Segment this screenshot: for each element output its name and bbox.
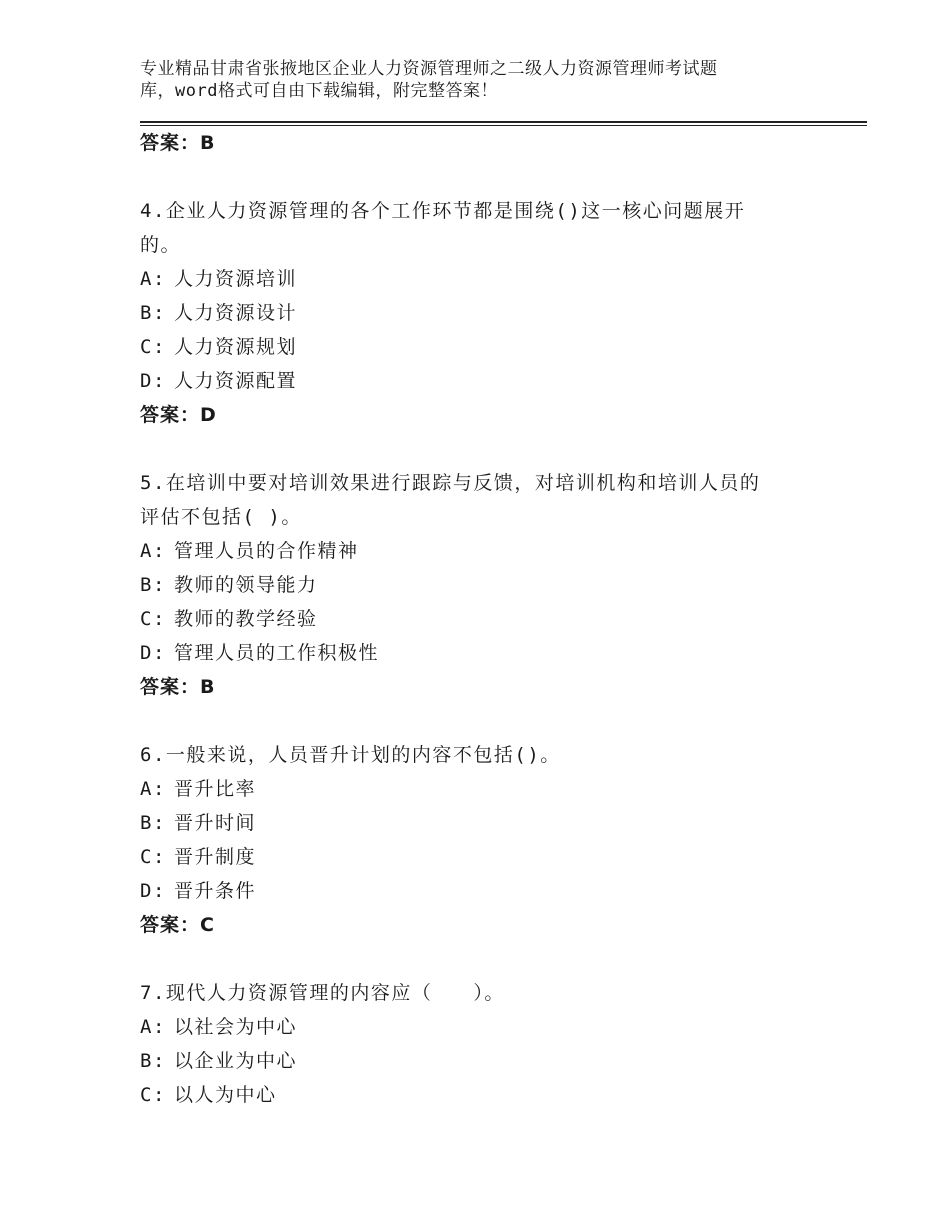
header-divider-thick — [140, 121, 867, 123]
question-stem-cont: 评估不包括( )。 — [140, 506, 302, 528]
option-text: 管理人员的合作精神 — [174, 540, 359, 562]
option-letter: D: — [140, 370, 166, 392]
option-c — [140, 602, 840, 636]
option-text: 以企业为中心 — [174, 1050, 298, 1072]
option-b — [140, 568, 840, 602]
option-a — [140, 534, 840, 568]
option-letter: A: — [140, 540, 166, 562]
option-letter: A: — [140, 778, 166, 800]
option-text: 管理人员的工作积极性 — [174, 642, 380, 664]
option-letter: C: — [140, 1084, 166, 1106]
option-text: 以人为中心 — [174, 1084, 277, 1106]
question-stem: 6.一般来说，人员晋升计划的内容不包括()。 — [140, 744, 561, 766]
option-letter: B: — [140, 1050, 166, 1072]
option-letter: D: — [140, 880, 166, 902]
option-d — [140, 874, 840, 908]
option-text: 以社会为中心 — [174, 1016, 298, 1038]
option-letter: D: — [140, 642, 166, 664]
question-stem: 4.企业人力资源管理的各个工作环节都是围绕()这一核心问题展开 — [140, 200, 746, 222]
answer-q3: 答案：B — [140, 132, 216, 154]
option-letter: A: — [140, 268, 166, 290]
document-header — [140, 58, 780, 102]
option-d — [140, 364, 840, 398]
option-letter: C: — [140, 846, 166, 868]
option-text: 晋升比率 — [174, 778, 257, 800]
option-text: 教师的教学经验 — [174, 608, 318, 630]
header-title-line-2: 库，word格式可自由下载编辑，附完整答案！ — [140, 81, 498, 101]
question-6 — [140, 738, 840, 942]
question-list — [140, 126, 840, 1112]
answer: 答案：D — [140, 404, 217, 426]
question-stem-cont: 的。 — [140, 234, 182, 256]
question-stem: 5.在培训中要对培训效果进行跟踪与反馈，对培训机构和培训人员的 — [140, 472, 761, 494]
option-text: 人力资源规划 — [174, 336, 298, 358]
option-a — [140, 772, 840, 806]
header-title-line-1: 专业精品甘肃省张掖地区企业人力资源管理师之二级人力资源管理师考试题 — [140, 59, 718, 79]
option-letter: B: — [140, 574, 166, 596]
option-c — [140, 330, 840, 364]
option-letter: B: — [140, 302, 166, 324]
option-letter: C: — [140, 608, 166, 630]
question-7 — [140, 976, 840, 1112]
option-c — [140, 840, 840, 874]
answer: 答案：C — [140, 914, 215, 936]
option-c — [140, 1078, 840, 1112]
question-stem: 7.现代人力资源管理的内容应（ ）。 — [140, 982, 505, 1004]
question-5 — [140, 466, 840, 704]
option-d — [140, 636, 840, 670]
option-letter: A: — [140, 1016, 166, 1038]
option-letter: B: — [140, 812, 166, 834]
option-b — [140, 1044, 840, 1078]
option-text: 人力资源培训 — [174, 268, 298, 290]
option-text: 人力资源设计 — [174, 302, 298, 324]
option-text: 晋升时间 — [174, 812, 257, 834]
option-b — [140, 296, 840, 330]
option-text: 晋升制度 — [174, 846, 257, 868]
option-text: 晋升条件 — [174, 880, 257, 902]
question-4 — [140, 194, 840, 432]
option-b — [140, 806, 840, 840]
option-text: 人力资源配置 — [174, 370, 298, 392]
option-a — [140, 262, 840, 296]
option-text: 教师的领导能力 — [174, 574, 318, 596]
answer: 答案：B — [140, 676, 216, 698]
option-letter: C: — [140, 336, 166, 358]
option-a — [140, 1010, 840, 1044]
